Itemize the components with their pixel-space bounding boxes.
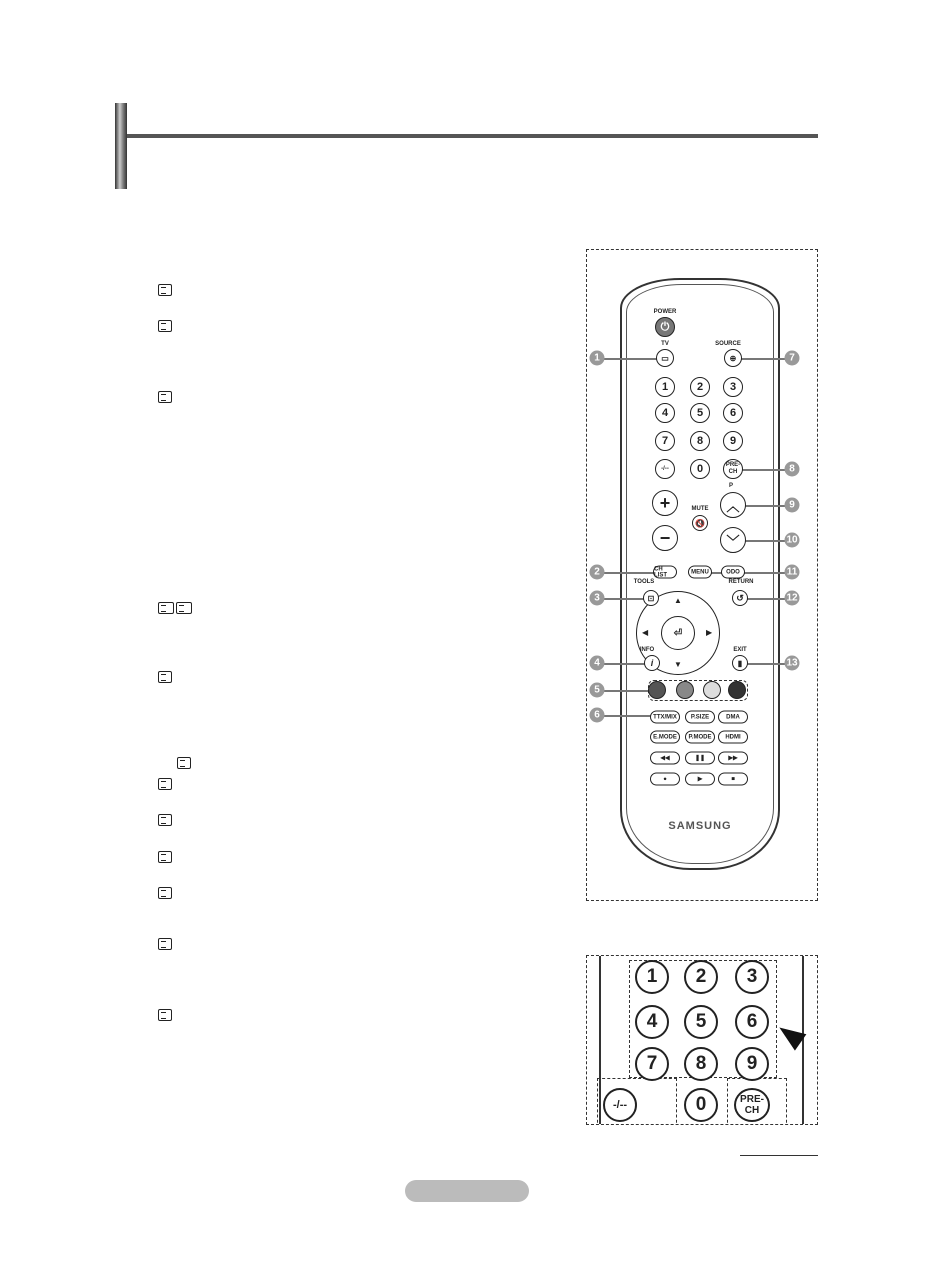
color-key-4-button[interactable] bbox=[728, 681, 746, 699]
detail-number-9-button[interactable]: 9 bbox=[735, 1047, 769, 1081]
number-1-button[interactable]: 1 bbox=[655, 377, 675, 397]
mute-button[interactable]: 🔇 bbox=[692, 515, 708, 531]
teletext-reveal-2-icon bbox=[177, 757, 191, 769]
number-3-button[interactable]: 3 bbox=[723, 377, 743, 397]
detail-number-7-button[interactable]: 7 bbox=[635, 1047, 669, 1081]
detail-number-8-button[interactable]: 8 bbox=[684, 1047, 718, 1081]
tv-label: TV bbox=[661, 341, 669, 347]
channel-down-button[interactable]: ﹀ bbox=[720, 527, 746, 553]
detail-pre-ch-button[interactable]: PRE-CH bbox=[734, 1088, 770, 1122]
color-key-3-button[interactable] bbox=[703, 681, 721, 699]
number-7-button[interactable]: 7 bbox=[655, 431, 675, 451]
tools-button[interactable]: ⊡ bbox=[643, 590, 659, 606]
row3-button-1[interactable]: ◀◀ bbox=[650, 752, 680, 765]
row1-button-1[interactable]: TTX/MIX bbox=[650, 711, 680, 724]
row4-button-2[interactable]: ▶ bbox=[685, 773, 715, 786]
callout-8: 8 bbox=[785, 462, 800, 477]
left-arrow-button[interactable]: ◀ bbox=[642, 628, 649, 637]
row2-button-2[interactable]: P.MODE bbox=[685, 731, 715, 744]
row3-button-3[interactable]: ▶▶ bbox=[718, 752, 748, 765]
row1-button-3[interactable]: DMA bbox=[718, 711, 748, 724]
teletext-info-icon bbox=[158, 887, 172, 899]
detail-number-1-button[interactable]: 1 bbox=[635, 960, 669, 994]
menu-button[interactable]: MENU bbox=[688, 566, 712, 579]
power-button[interactable]: ⏻ bbox=[655, 317, 675, 337]
detail-zero-button[interactable]: 0 bbox=[684, 1088, 718, 1122]
enter-button[interactable]: ⏎ bbox=[661, 616, 695, 650]
number-4-button[interactable]: 4 bbox=[655, 403, 675, 423]
zero-button[interactable]: 0 bbox=[690, 459, 710, 479]
number-9-button[interactable]: 9 bbox=[723, 431, 743, 451]
detail-dash-button[interactable]: -/-- bbox=[603, 1088, 637, 1122]
volume-up-button[interactable]: + bbox=[652, 490, 678, 516]
teletext-index-icon bbox=[158, 851, 172, 863]
color-key-1-button[interactable] bbox=[648, 681, 666, 699]
row2-button-1[interactable]: E.MODE bbox=[650, 731, 680, 744]
exit-button[interactable]: ▮ bbox=[732, 655, 748, 671]
callout-line bbox=[597, 690, 648, 692]
callout-5: 5 bbox=[590, 683, 605, 698]
right-arrow-button[interactable]: ▶ bbox=[706, 628, 713, 637]
down-arrow-button[interactable]: ▼ bbox=[674, 660, 682, 669]
tools-label: TOOLS bbox=[633, 579, 655, 585]
teletext-size-icon bbox=[158, 320, 172, 332]
color-key-2-button[interactable] bbox=[676, 681, 694, 699]
teletext-help-icon bbox=[158, 391, 172, 403]
callout-10: 10 bbox=[786, 534, 798, 546]
info-button[interactable]: i bbox=[644, 655, 660, 671]
power-label: POWER bbox=[653, 309, 677, 315]
header-rule bbox=[127, 134, 818, 138]
source-label: SOURCE bbox=[715, 341, 741, 347]
detail-number-5-button[interactable]: 5 bbox=[684, 1005, 718, 1039]
callout-11: 11 bbox=[785, 565, 800, 580]
number-6-button[interactable]: 6 bbox=[723, 403, 743, 423]
info-label: INFO bbox=[639, 647, 655, 653]
callout-13: 13 bbox=[786, 657, 798, 669]
callout-line bbox=[597, 358, 665, 360]
row2-button-3[interactable]: HDMI bbox=[718, 731, 748, 744]
row4-button-1[interactable]: ● bbox=[650, 773, 680, 786]
teletext-mix-icon bbox=[176, 602, 192, 614]
up-arrow-button[interactable]: ▲ bbox=[674, 596, 682, 605]
number-2-button[interactable]: 2 bbox=[690, 377, 710, 397]
detail-number-3-button[interactable]: 3 bbox=[735, 960, 769, 994]
teletext-icon bbox=[158, 602, 174, 614]
row3-button-2[interactable]: ❚❚ bbox=[685, 752, 715, 765]
detail-number-4-button[interactable]: 4 bbox=[635, 1005, 669, 1039]
p-label: P bbox=[728, 483, 734, 489]
detail-number-2-button[interactable]: 2 bbox=[684, 960, 718, 994]
number-5-button[interactable]: 5 bbox=[690, 403, 710, 423]
source-button[interactable]: ⊕ bbox=[724, 349, 742, 367]
pre-ch-button[interactable]: PRE-CH bbox=[723, 459, 743, 479]
exit-label: EXIT bbox=[733, 647, 747, 653]
volume-down-button[interactable]: − bbox=[652, 525, 678, 551]
callout-line bbox=[700, 572, 792, 574]
dash-button[interactable]: -/-- bbox=[655, 459, 675, 479]
callout-6: 6 bbox=[590, 708, 605, 723]
channel-up-button[interactable]: ︿ bbox=[720, 492, 746, 518]
tv-button[interactable]: ▭ bbox=[656, 349, 674, 367]
teletext-subpage-icon bbox=[158, 671, 172, 683]
return-button[interactable]: ↺ bbox=[732, 590, 748, 606]
teletext-hold-icon bbox=[158, 778, 172, 790]
return-label: RETURN bbox=[728, 579, 754, 585]
callout-3: 3 bbox=[590, 591, 605, 606]
mute-label: MUTE bbox=[691, 506, 709, 512]
teletext-page-up-icon bbox=[158, 814, 172, 826]
teletext-reveal-icon bbox=[158, 284, 172, 296]
callout-12: 12 bbox=[786, 592, 798, 604]
header-bar-accent bbox=[115, 103, 127, 189]
row1-button-2[interactable]: P.SIZE bbox=[685, 711, 715, 724]
teletext-store-icon bbox=[158, 938, 172, 950]
footer-rule bbox=[740, 1155, 818, 1156]
odo-button[interactable]: ODO bbox=[721, 566, 745, 579]
detail-number-6-button[interactable]: 6 bbox=[735, 1005, 769, 1039]
page-number-pill bbox=[405, 1180, 529, 1202]
callout-9: 9 bbox=[785, 498, 800, 513]
callout-4: 4 bbox=[590, 656, 605, 671]
ch-list-button[interactable]: CH LIST bbox=[653, 566, 677, 579]
callout-7: 7 bbox=[785, 351, 800, 366]
number-8-button[interactable]: 8 bbox=[690, 431, 710, 451]
row4-button-3[interactable]: ■ bbox=[718, 773, 748, 786]
samsung-logo: SAMSUNG bbox=[668, 820, 732, 832]
callout-1: 1 bbox=[590, 351, 605, 366]
teletext-cancel-icon bbox=[158, 1009, 172, 1021]
callout-2: 2 bbox=[590, 565, 605, 580]
